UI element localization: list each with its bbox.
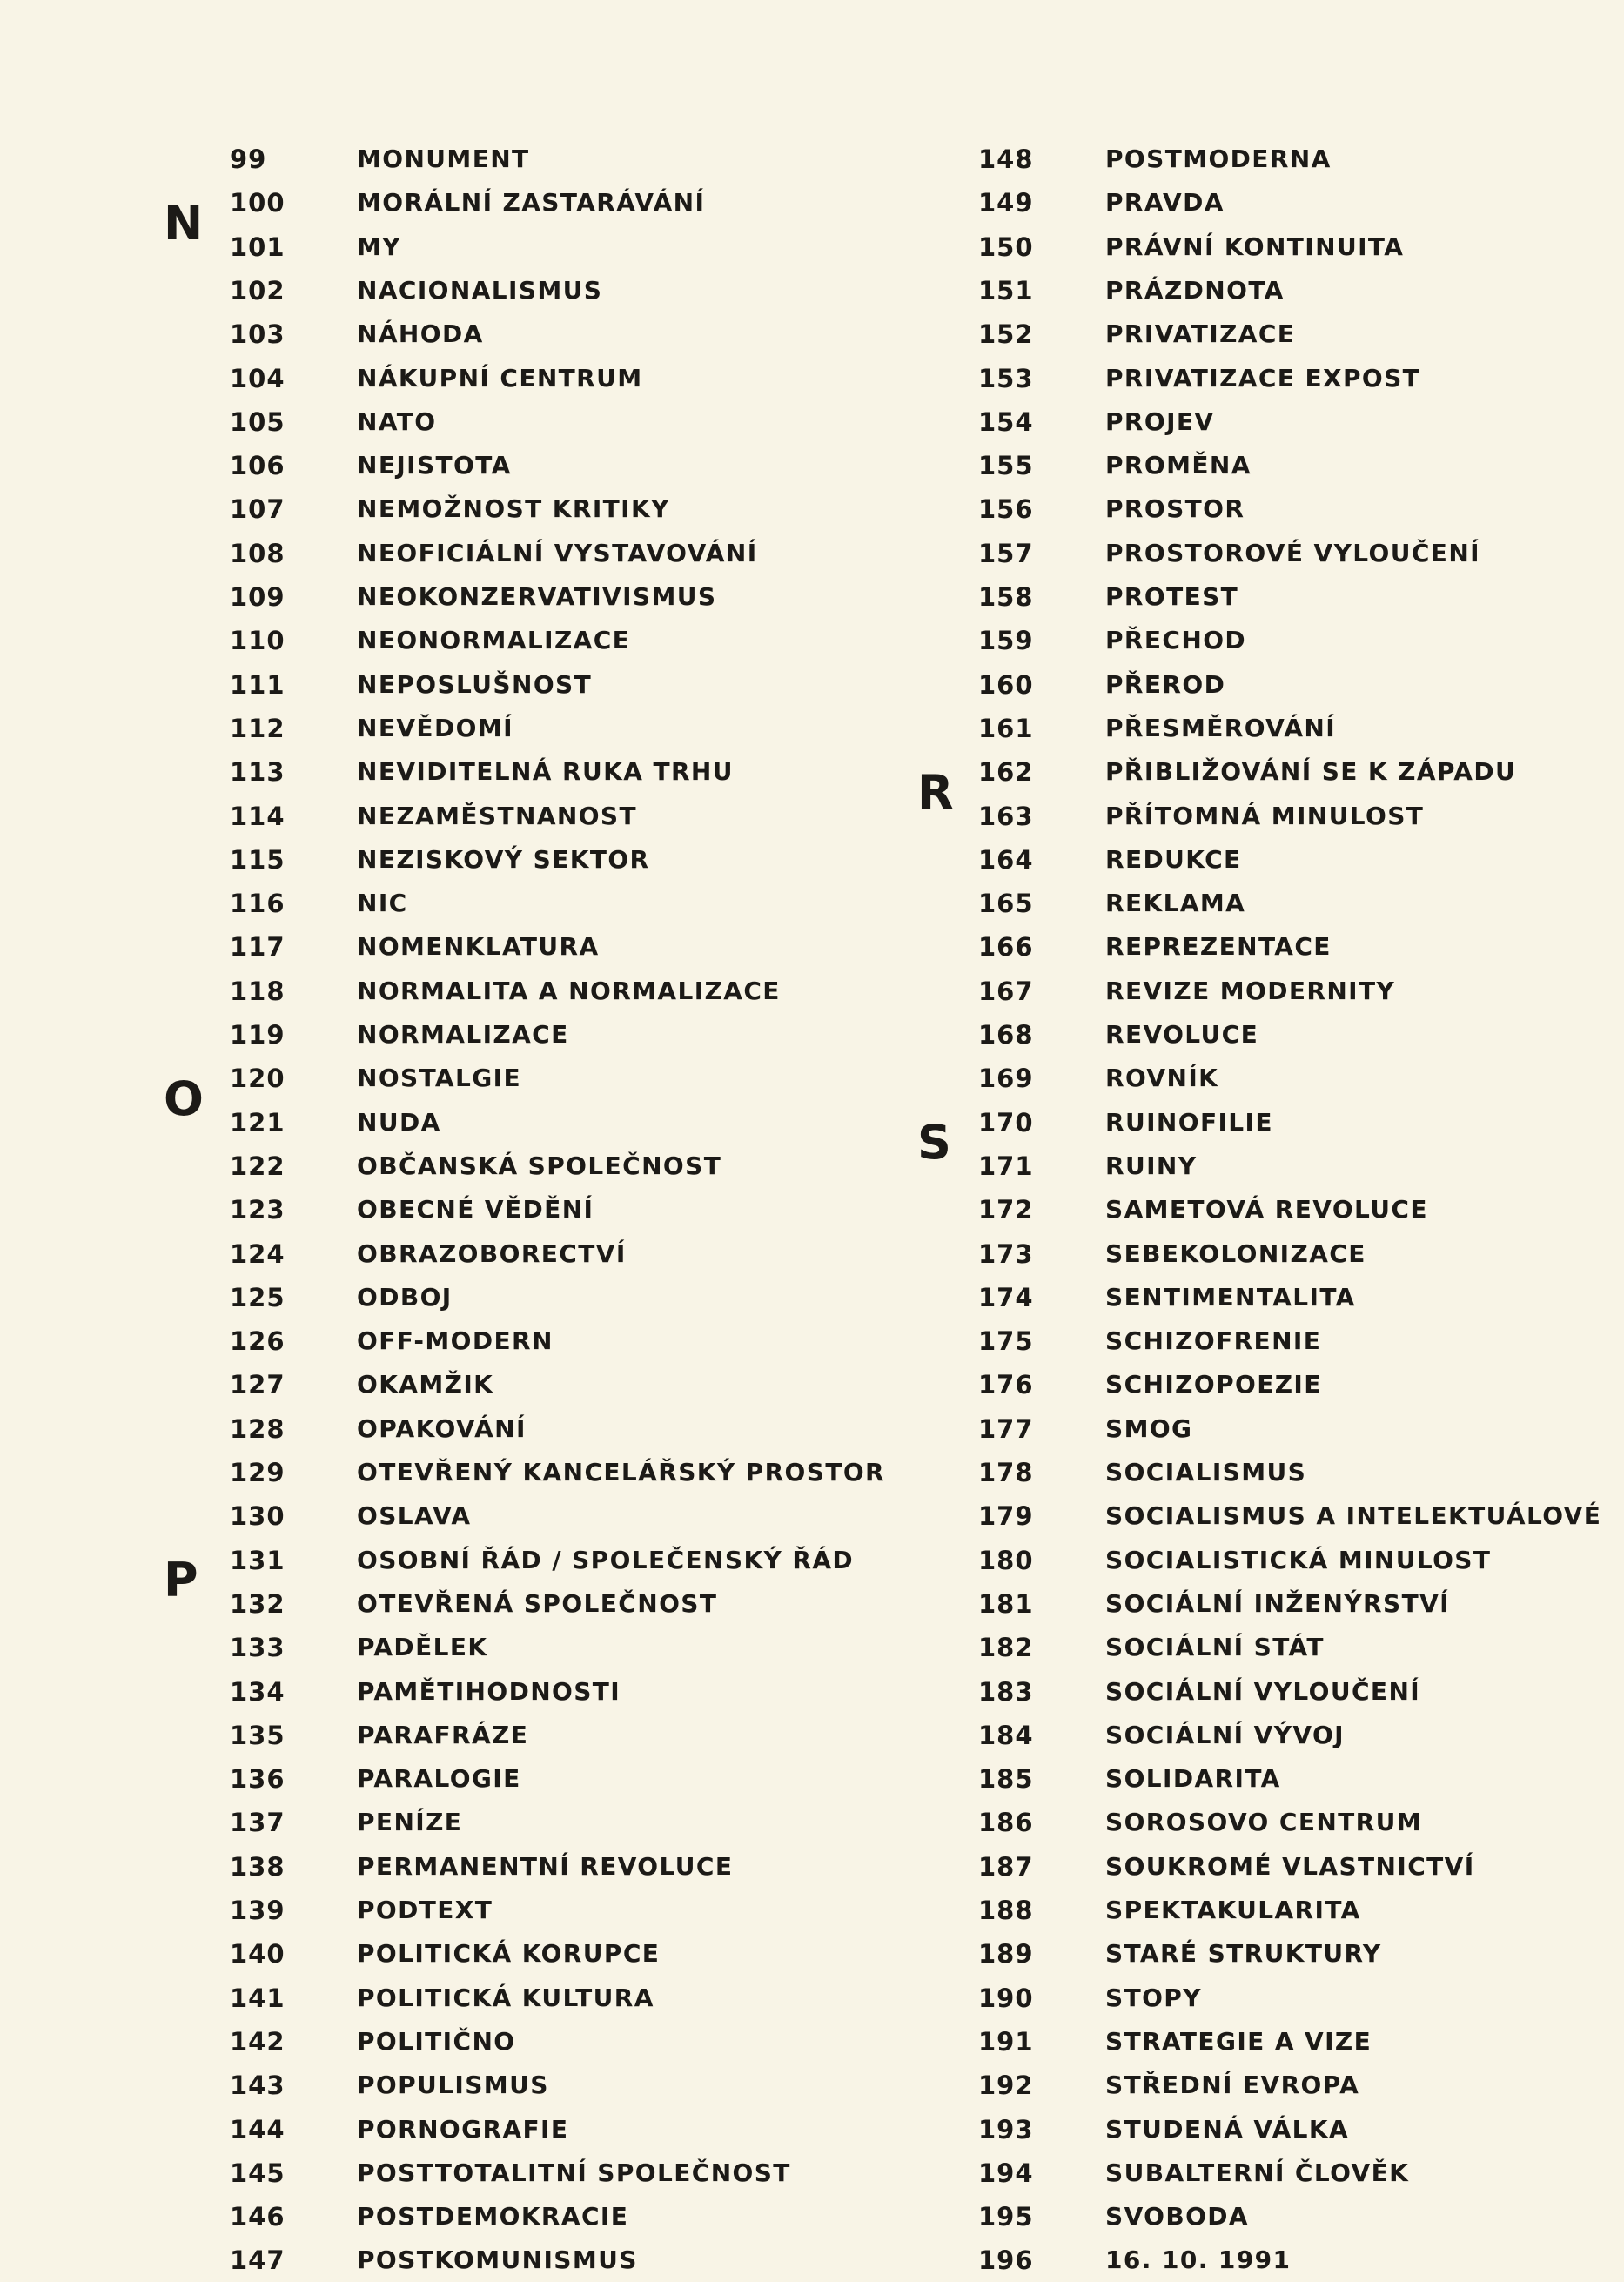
entry-term: REVIZE MODERNITY: [1105, 976, 1396, 1005]
entry-number: 155: [978, 451, 1034, 481]
entry-number: 130: [230, 1501, 285, 1532]
entry-term: POSTKOMUNISMUS: [357, 2245, 638, 2275]
entry-number: 183: [978, 1676, 1034, 1707]
entry-number: 180: [978, 1545, 1034, 1575]
entry-term: ODBOJ: [357, 1282, 453, 1312]
entry-number: 124: [230, 1238, 285, 1269]
entry-number: 118: [230, 976, 285, 1006]
entry-term: STOPY: [1105, 1983, 1202, 2012]
entry-number: 135: [230, 1720, 285, 1750]
entry-number: 163: [978, 801, 1034, 831]
entry-number: 173: [978, 1238, 1034, 1269]
entry-term: STUDENÁ VÁLKA: [1105, 2114, 1350, 2144]
entry-term: STŘEDNÍ EVROPA: [1105, 2071, 1360, 2100]
entry-term: OSOBNÍ ŘÁD / SPOLEČENSKÝ ŘÁD: [357, 1545, 855, 1574]
entry-number: 177: [978, 1413, 1034, 1444]
entry-number: 167: [978, 976, 1034, 1006]
entry-term: ROVNÍK: [1105, 1064, 1219, 1093]
entry-term: SOROSOVO CENTRUM: [1105, 1808, 1423, 1837]
entry-number: 174: [978, 1282, 1034, 1312]
entry-term: NOMENKLATURA: [357, 932, 600, 962]
entry-term: REVOLUCE: [1105, 1020, 1259, 1049]
entry-number: 133: [230, 1633, 285, 1663]
entry-number: 145: [230, 2158, 285, 2188]
entry-term: REPREZENTACE: [1105, 932, 1332, 962]
entry-term: RUINOFILIE: [1105, 1107, 1273, 1137]
entry-number: 189: [978, 1939, 1034, 1970]
entry-term: REKLAMA: [1105, 889, 1246, 918]
entry-term: MONUMENT: [357, 144, 530, 173]
entry-term: MORÁLNÍ ZASTARÁVÁNÍ: [357, 188, 706, 218]
entry-number: 115: [230, 844, 285, 875]
entry-number: 194: [978, 2158, 1034, 2188]
entry-term: SCHIZOFRENIE: [1105, 1326, 1322, 1356]
entry-term: NEVĚDOMÍ: [357, 713, 513, 742]
entry-number: 159: [978, 626, 1034, 656]
entry-number: 128: [230, 1413, 285, 1444]
entry-number: 150: [978, 232, 1034, 262]
entry-number: 148: [978, 144, 1034, 174]
entry-term: POLITIČNO: [357, 2026, 516, 2056]
entry-number: 158: [978, 582, 1034, 612]
entry-term: MY: [357, 232, 401, 261]
entry-number: 169: [978, 1064, 1034, 1094]
entry-term: SOCIÁLNÍ INŽENÝRSTVÍ: [1105, 1588, 1450, 1618]
entry-term: PROSTOR: [1105, 494, 1245, 524]
section-letter-s: S: [917, 1115, 951, 1171]
entry-term: PARAFRÁZE: [357, 1720, 529, 1749]
entry-number: 154: [978, 406, 1034, 437]
entry-term: PRÁZDNOTA: [1105, 275, 1285, 305]
entry-term: OTEVŘENÝ KANCELÁŘSKÝ PROSTOR: [357, 1458, 885, 1487]
entry-term: OPAKOVÁNÍ: [357, 1413, 527, 1443]
entry-term: STRATEGIE A VIZE: [1105, 2026, 1372, 2056]
entry-number: 147: [230, 2245, 285, 2276]
entry-number: 166: [978, 932, 1034, 963]
entry-number: 113: [230, 757, 285, 788]
entry-number: 102: [230, 275, 285, 305]
entry-term: NEMOŽNOST KRITIKY: [357, 494, 670, 524]
entry-number: 121: [230, 1107, 285, 1138]
entry-term: POSTTOTALITNÍ SPOLEČNOST: [357, 2158, 791, 2187]
entry-number: 139: [230, 1896, 285, 1925]
entry-number: 109: [230, 582, 285, 612]
entry-term: NORMALITA A NORMALIZACE: [357, 976, 781, 1005]
entry-term: PARALOGIE: [357, 1764, 521, 1794]
entry-term: PROTEST: [1105, 582, 1239, 611]
entry-number: 185: [978, 1764, 1034, 1795]
entry-number: 138: [230, 1851, 285, 1882]
section-letter-r: R: [917, 764, 954, 820]
entry-term: PROMĚNA: [1105, 451, 1252, 480]
entry-term: NEONORMALIZACE: [357, 626, 631, 655]
entry-number: 191: [978, 2026, 1034, 2057]
entry-number: 164: [978, 844, 1034, 875]
entry-number: 152: [978, 319, 1034, 350]
entry-number: 149: [978, 188, 1034, 218]
entry-number: 110: [230, 626, 285, 656]
entry-term: NATO: [357, 406, 437, 436]
entry-term: NUDA: [357, 1107, 441, 1137]
entry-number: 107: [230, 494, 285, 525]
entry-number: 160: [978, 669, 1034, 700]
entry-number: 101: [230, 232, 285, 262]
entry-term: PŘEROD: [1105, 669, 1226, 699]
entry-term: SVOBODA: [1105, 2202, 1250, 2232]
entry-number: 117: [230, 932, 285, 963]
entry-term: OKAMŽIK: [357, 1370, 494, 1399]
entry-term: NEZISKOVÝ SEKTOR: [357, 844, 650, 874]
entry-number: 111: [230, 669, 285, 700]
entry-number: 171: [978, 1151, 1034, 1181]
entry-term: REDUKCE: [1105, 844, 1242, 874]
entry-number: 106: [230, 451, 285, 481]
entry-term: PERMANENTNÍ REVOLUCE: [357, 1851, 734, 1881]
entry-term: SPEKTAKULARITA: [1105, 1896, 1361, 1924]
entry-number: 162: [978, 757, 1034, 788]
entry-number: 122: [230, 1151, 285, 1181]
entry-number: 196: [978, 2245, 1034, 2276]
entry-term: POLITICKÁ KORUPCE: [357, 1939, 661, 1969]
entry-number: 172: [978, 1195, 1034, 1225]
entry-number: 192: [978, 2071, 1034, 2101]
entry-term: PŘECHOD: [1105, 626, 1247, 655]
entry-term: POSTMODERNA: [1105, 144, 1332, 173]
entry-term: OBRAZOBORECTVÍ: [357, 1238, 627, 1268]
section-letter-p: P: [164, 1553, 198, 1608]
entry-term: SMOG: [1105, 1413, 1193, 1443]
entry-number: 136: [230, 1764, 285, 1795]
entry-term: SOCIÁLNÍ VYLOUČENÍ: [1105, 1676, 1421, 1706]
entry-number: 119: [230, 1020, 285, 1050]
entry-term: RUINY: [1105, 1151, 1198, 1180]
section-letter-n: N: [164, 195, 204, 251]
entry-term: 16. 10. 1991: [1105, 2245, 1292, 2275]
entry-number: 125: [230, 1282, 285, 1312]
entry-term: NORMALIZACE: [357, 1020, 569, 1049]
entry-number: 114: [230, 801, 285, 831]
entry-number: 134: [230, 1676, 285, 1707]
entry-term: PORNOGRAFIE: [357, 2114, 569, 2144]
entry-term: SOCIALISTICKÁ MINULOST: [1105, 1545, 1492, 1574]
entry-number: 120: [230, 1064, 285, 1094]
entry-term: SOCIÁLNÍ VÝVOJ: [1105, 1720, 1345, 1749]
entry-term: SENTIMENTALITA: [1105, 1282, 1356, 1312]
entry-term: PROSTOROVÉ VYLOUČENÍ: [1105, 538, 1480, 567]
entry-number: 151: [978, 275, 1034, 305]
entry-number: 143: [230, 2071, 285, 2101]
section-letter-o: O: [164, 1071, 204, 1126]
entry-term: OTEVŘENÁ SPOLEČNOST: [357, 1588, 718, 1618]
entry-number: 104: [230, 363, 285, 393]
entry-number: 103: [230, 319, 285, 350]
entry-term: SOUKROMÉ VLASTNICTVÍ: [1105, 1851, 1475, 1881]
entry-term: SCHIZOPOEZIE: [1105, 1370, 1322, 1399]
entry-number: 168: [978, 1020, 1034, 1050]
entry-term: SUBALTERNÍ ČLOVĚK: [1105, 2158, 1410, 2187]
entry-number: 127: [230, 1370, 285, 1400]
entry-number: 175: [978, 1326, 1034, 1357]
entry-number: 184: [978, 1720, 1034, 1750]
entry-term: NIC: [357, 889, 408, 918]
entry-term: NEVIDITELNÁ RUKA TRHU: [357, 757, 734, 787]
entry-term: POLITICKÁ KULTURA: [357, 1983, 654, 2012]
entry-term: OFF-MODERN: [357, 1326, 554, 1356]
entry-term: PRIVATIZACE EXPOST: [1105, 363, 1421, 393]
entry-number: 108: [230, 538, 285, 568]
entry-number: 116: [230, 889, 285, 919]
entry-term: SOLIDARITA: [1105, 1764, 1281, 1794]
entry-term: OBČANSKÁ SPOLEČNOST: [357, 1151, 722, 1180]
entry-number: 187: [978, 1851, 1034, 1882]
entry-term: PŘIBLIŽOVÁNÍ SE K ZÁPADU: [1105, 757, 1517, 787]
entry-number: 157: [978, 538, 1034, 568]
entry-number: 190: [978, 1983, 1034, 2013]
entry-number: 99: [230, 144, 267, 174]
entry-number: 178: [978, 1458, 1034, 1487]
entry-number: 181: [978, 1588, 1034, 1619]
entry-number: 170: [978, 1107, 1034, 1138]
entry-term: NOSTALGIE: [357, 1064, 521, 1093]
entry-number: 153: [978, 363, 1034, 393]
entry-term: SOCIÁLNÍ STÁT: [1105, 1633, 1325, 1662]
entry-term: NEOKONZERVATIVISMUS: [357, 582, 717, 611]
entry-number: 146: [230, 2202, 285, 2232]
entry-number: 141: [230, 1983, 285, 2013]
entry-number: 144: [230, 2114, 285, 2144]
entry-term: SOCIALISMUS A INTELEKTUÁLOVÉ: [1105, 1501, 1602, 1531]
entry-term: PRÁVNÍ KONTINUITA: [1105, 232, 1405, 261]
entry-number: 182: [978, 1633, 1034, 1663]
entry-term: PENÍZE: [357, 1808, 463, 1837]
entry-number: 123: [230, 1195, 285, 1225]
entry-term: SOCIALISMUS: [1105, 1458, 1307, 1487]
entry-number: 156: [978, 494, 1034, 525]
entry-number: 131: [230, 1545, 285, 1575]
entry-term: PRAVDA: [1105, 188, 1225, 218]
entry-term: OBECNÉ VĚDĚNÍ: [357, 1195, 594, 1225]
entry-term: POPULISMUS: [357, 2071, 549, 2100]
entry-term: PŘÍTOMNÁ MINULOST: [1105, 801, 1425, 830]
entry-number: 132: [230, 1588, 285, 1619]
entry-number: 112: [230, 713, 285, 743]
entry-number: 186: [978, 1808, 1034, 1838]
entry-term: SAMETOVÁ REVOLUCE: [1105, 1195, 1428, 1225]
entry-number: 105: [230, 406, 285, 437]
entry-term: POSTDEMOKRACIE: [357, 2202, 629, 2232]
entry-term: NEZAMĚSTNANOST: [357, 801, 637, 830]
entry-number: 161: [978, 713, 1034, 743]
entry-term: PRIVATIZACE: [1105, 319, 1296, 349]
entry-term: NÁHODA: [357, 319, 484, 349]
entry-term: NEPOSLUŠNOST: [357, 669, 593, 699]
entry-term: NEJISTOTA: [357, 451, 512, 480]
entry-term: PŘESMĚROVÁNÍ: [1105, 713, 1337, 742]
entry-term: PROJEV: [1105, 406, 1215, 436]
entry-term: NACIONALISMUS: [357, 275, 603, 305]
entry-number: 126: [230, 1326, 285, 1357]
entry-number: 176: [978, 1370, 1034, 1400]
entry-number: 165: [978, 889, 1034, 919]
entry-number: 188: [978, 1896, 1034, 1925]
entry-term: PAMĚTIHODNOSTI: [357, 1676, 621, 1706]
entry-number: 193: [978, 2114, 1034, 2144]
entry-term: SEBEKOLONIZACE: [1105, 1238, 1366, 1268]
entry-term: OSLAVA: [357, 1501, 472, 1531]
entry-term: PADĚLEK: [357, 1633, 488, 1662]
entry-term: PODTEXT: [357, 1896, 493, 1924]
entry-number: 179: [978, 1501, 1034, 1532]
entry-term: NEOFICIÁLNÍ VYSTAVOVÁNÍ: [357, 538, 758, 567]
entry-number: 140: [230, 1939, 285, 1970]
entry-number: 137: [230, 1808, 285, 1838]
entry-number: 100: [230, 188, 285, 218]
entry-number: 195: [978, 2202, 1034, 2232]
entry-number: 129: [230, 1458, 285, 1487]
entry-number: 142: [230, 2026, 285, 2057]
entry-term: NÁKUPNÍ CENTRUM: [357, 363, 643, 393]
entry-term: STARÉ STRUKTURY: [1105, 1939, 1382, 1969]
